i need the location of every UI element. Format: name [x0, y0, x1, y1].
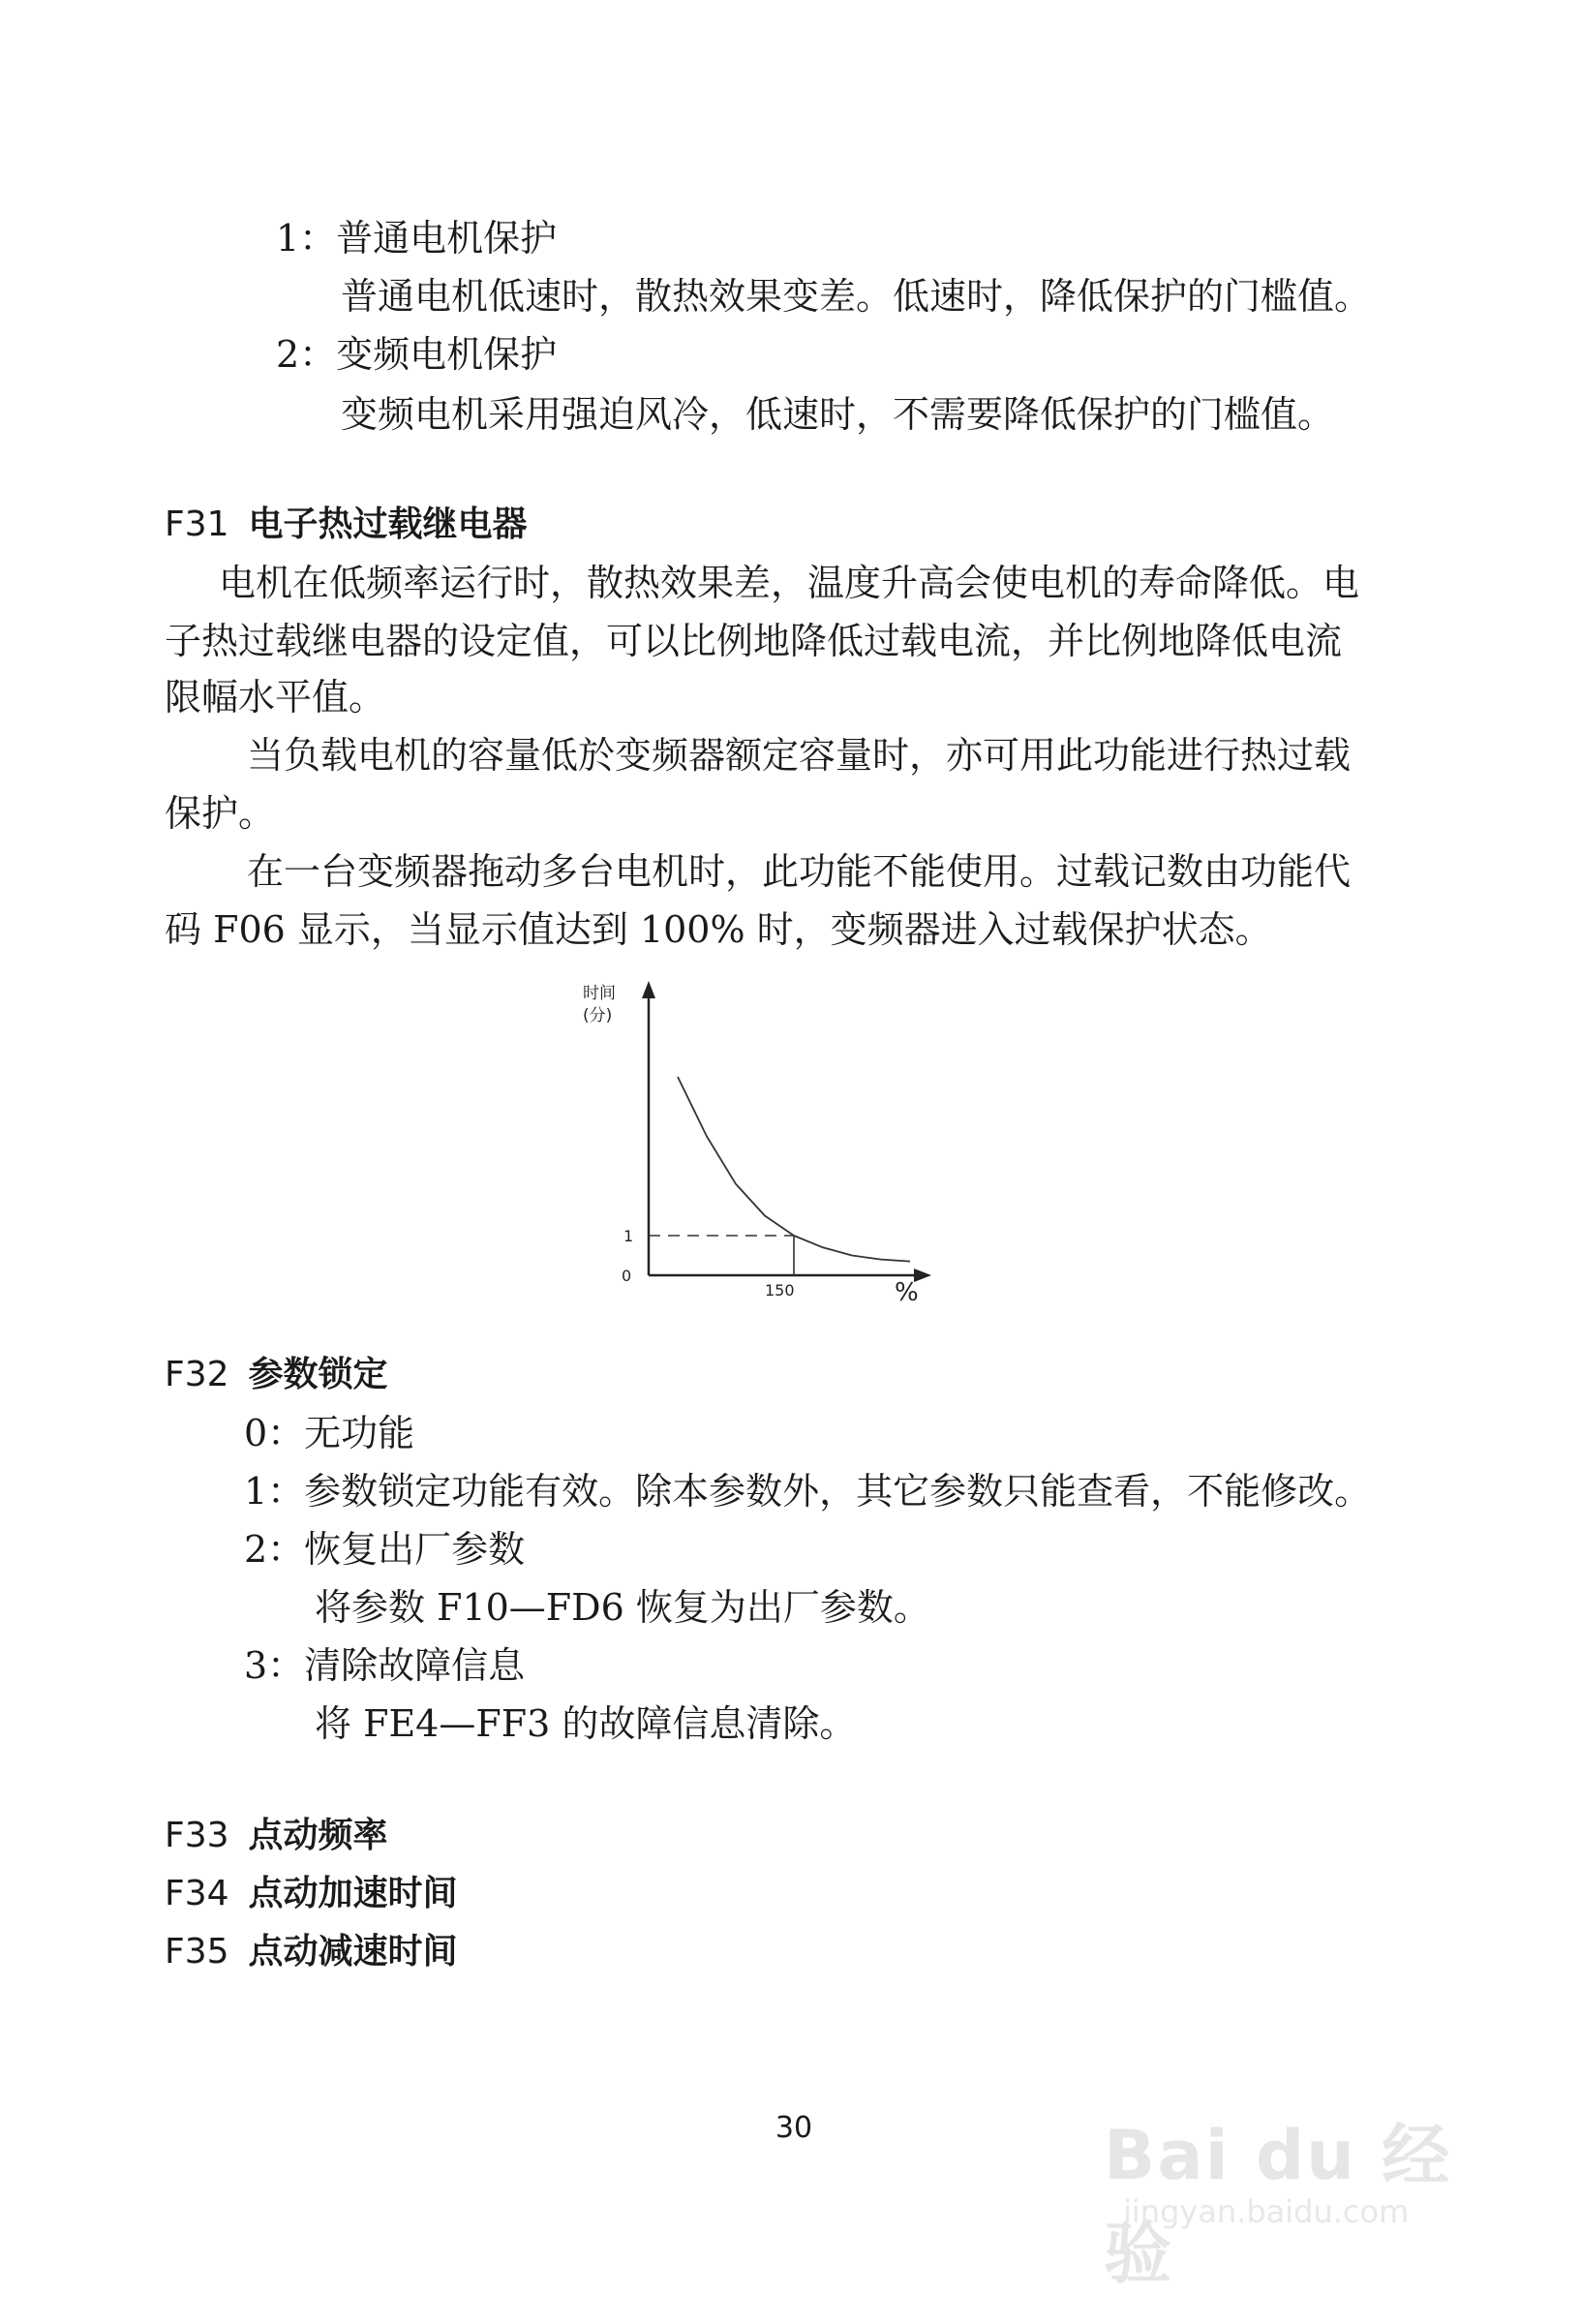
option-2-desc: 变频电机采用强迫风冷，低速时，不需要降低保护的门槛值。 [341, 393, 1335, 436]
f31-heading [165, 503, 528, 547]
f32-option-3: 3：清除故障信息 [244, 1644, 526, 1687]
f35-code: F35 [165, 1932, 229, 1972]
y-axis-arrow [642, 981, 655, 998]
f31-para1-line2: 子热过载继电器的设定值，可以比例地降低过载电流，并比例地降低电流 [165, 620, 1343, 662]
watermark-logo: Bai du 经验 [1104, 2116, 1452, 2293]
f32-code: F32 [165, 1355, 229, 1394]
f32-option-3-desc: 将 FE4—FF3 的故障信息清除。 [315, 1702, 857, 1745]
f31-para1-line3: 限幅水平值。 [165, 676, 386, 719]
f31-para3-line1: 在一台变频器拖动多台电机时，此功能不能使用。过载记数由功能代 [247, 850, 1352, 893]
f34-heading [165, 1872, 458, 1916]
y-axis-label: 时间 [583, 984, 616, 1003]
f31-para1-line1: 电机在低频率运行时，散热效果差，温度升高会使电机的寿命降低。电 [219, 562, 1360, 604]
x-axis-label: % [895, 1278, 919, 1302]
option-1-title: 1：普通电机保护 [276, 217, 558, 260]
x-tick-150: 150 [765, 1281, 795, 1300]
f32-option-2-desc: 将参数 F10—FD6 恢复为出厂参数。 [315, 1586, 930, 1629]
f32-option-1: 1：参数锁定功能有效。除本参数外，其它参数只能查看，不能修改。 [244, 1470, 1372, 1513]
f34-code: F34 [165, 1874, 229, 1913]
f31-para2-line1: 当负载电机的容量低於变频器额定容量时，亦可用此功能进行热过载 [247, 734, 1352, 777]
y-tick-1: 1 [623, 1227, 634, 1245]
watermark-url: jingyan.baidu.com [1123, 2193, 1410, 2230]
overload-curve-chart [562, 973, 949, 1302]
f32-title: 参数锁定 [248, 1355, 388, 1394]
baidu-watermark [1104, 2034, 1491, 2293]
f32-option-0: 0：无功能 [244, 1412, 415, 1454]
option-2-title: 2：变频电机保护 [276, 333, 558, 376]
f34-title: 点动加速时间 [248, 1874, 458, 1913]
overload-curve [678, 1077, 910, 1262]
f33-title: 点动频率 [248, 1816, 388, 1855]
f33-code: F33 [165, 1816, 229, 1855]
f35-heading [165, 1930, 458, 1974]
page-number: 30 [775, 2111, 813, 2145]
f31-title: 电子热过载继电器 [248, 505, 528, 544]
y-tick-0: 0 [622, 1267, 632, 1285]
f32-heading [165, 1353, 388, 1397]
f32-option-2: 2：恢复出厂参数 [244, 1528, 526, 1571]
f31-code: F31 [165, 505, 229, 544]
f31-para3-line2: 码 F06 显示，当显示值达到 100% 时，变频器进入过载保护状态。 [165, 908, 1272, 951]
f35-title: 点动减速时间 [248, 1932, 458, 1972]
y-axis-unit: (分) [583, 1006, 613, 1025]
f33-heading [165, 1814, 388, 1858]
f31-para2-line2: 保护。 [165, 792, 276, 835]
option-1-desc: 普通电机低速时，散热效果变差。低速时，降低保护的门槛值。 [341, 275, 1372, 318]
